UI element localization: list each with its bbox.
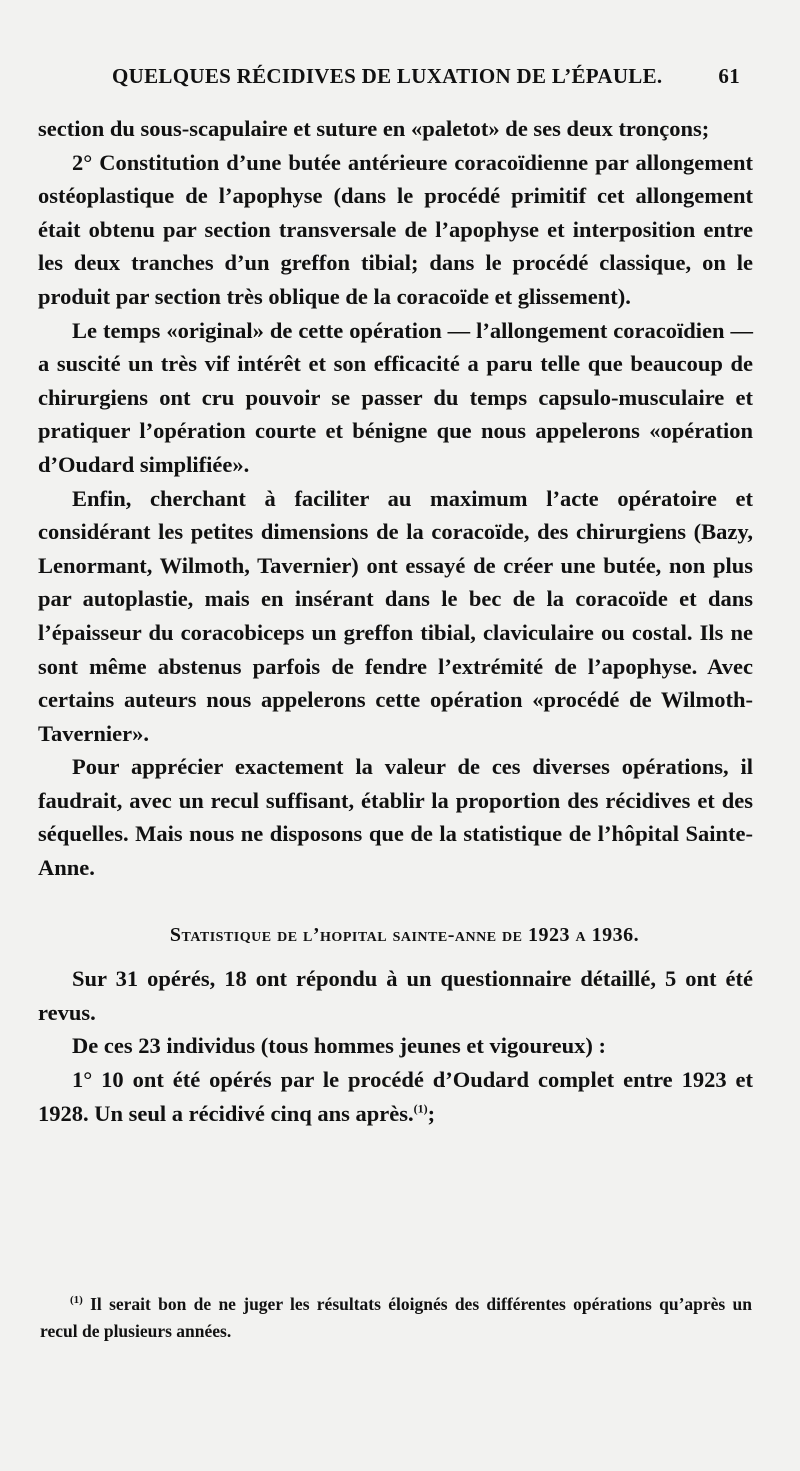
- paragraph-original-step: Le temps «original» de cette opération — l’allongement coracoïdien — a suscité un très vif intérêt et son efficacité a paru telle que beaucoup de chirurgiens ont cru pouvoir se passer du temps capsulo-musculaire et pratiquer l’opération courte et bénigne que nous appelerons «opération d’Oudard simplifiée».: [38, 317, 753, 477]
- paragraph-oudard-complete: [38, 1063, 753, 1130]
- footnote-reference[interactable]: (1): [413, 1101, 428, 1116]
- paragraph-oudard-text: 1° 10 ont été opérés par le procédé d’Oudard complet entre 1923 et 1928. Un seul a récidivé cinq ans après.: [38, 1067, 753, 1126]
- paragraph-continuation: section du sous-scapulaire et suture en «paletot» de ses deux tronçons;: [38, 116, 710, 141]
- paragraph-coracoid-buttress: 2° Constitution d’une butée antérieure coracoïdienne par allongement ostéoplastique de l’apophyse (dans le procédé primitif cet allongement était obtenu par section transversale de l’apophyse et interposition entre les deux tranches d’un greffon tibial; dans le procédé classique, on le produit par section très oblique de la coracoïde et glissement).: [38, 149, 753, 309]
- section-heading-text: Statistique de l’hopital sainte-anne de 1923 a 1936.: [169, 923, 640, 946]
- footnote: [40, 1291, 752, 1345]
- paragraph-operated-count: Sur 31 opérés, 18 ont répondu à un questionnaire détaillé, 5 ont été revus.: [38, 966, 753, 1025]
- paragraph-evaluation: Pour apprécier exactement la valeur de ces diverses opérations, il faudrait, avec un recul suffisant, établir la proportion des récidives et des séquelles. Mais nous ne disposons que de la statistique de l’hôpital Sainte-Anne.: [38, 754, 753, 881]
- running-title: QUELQUES RÉCIDIVES DE LUXATION DE L’ÉPAULE.: [112, 64, 663, 88]
- paragraph-oudard-end: ;: [427, 1100, 436, 1126]
- footnote-marker: (1): [70, 1294, 83, 1307]
- paragraph-wilmoth-tavernier: Enfin, cherchant à faciliter au maximum l’acte opératoire et considérant les petites dimensions de la coracoïde, des chirurgiens (Bazy, Lenormant, Wilmoth, Tavernier) ont essayé de créer une butée, non plus par autoplastie, mais en insérant dans le bec de la coracoïde et dans l’épaisseur du coracobiceps un greffon tibial, claviculaire ou costal. Ils ne sont même abstenus parfois de fendre l’extrémité de l’apophyse. Avec certains auteurs nous appelerons cette opération «procédé de Wilmoth-Tavernier».: [38, 485, 753, 746]
- paragraph-individuals: De ces 23 individus (tous hommes jeunes et vigoureux) :: [72, 1033, 606, 1059]
- body-text: [38, 112, 753, 1130]
- section-heading: [38, 919, 753, 953]
- footnote-text: Il serait bon de ne juger les résultats éloignés des différentes opérations qu’après un recul de plusieurs années.: [40, 1294, 753, 1341]
- running-header: [112, 64, 752, 98]
- page-number: 61: [718, 64, 740, 88]
